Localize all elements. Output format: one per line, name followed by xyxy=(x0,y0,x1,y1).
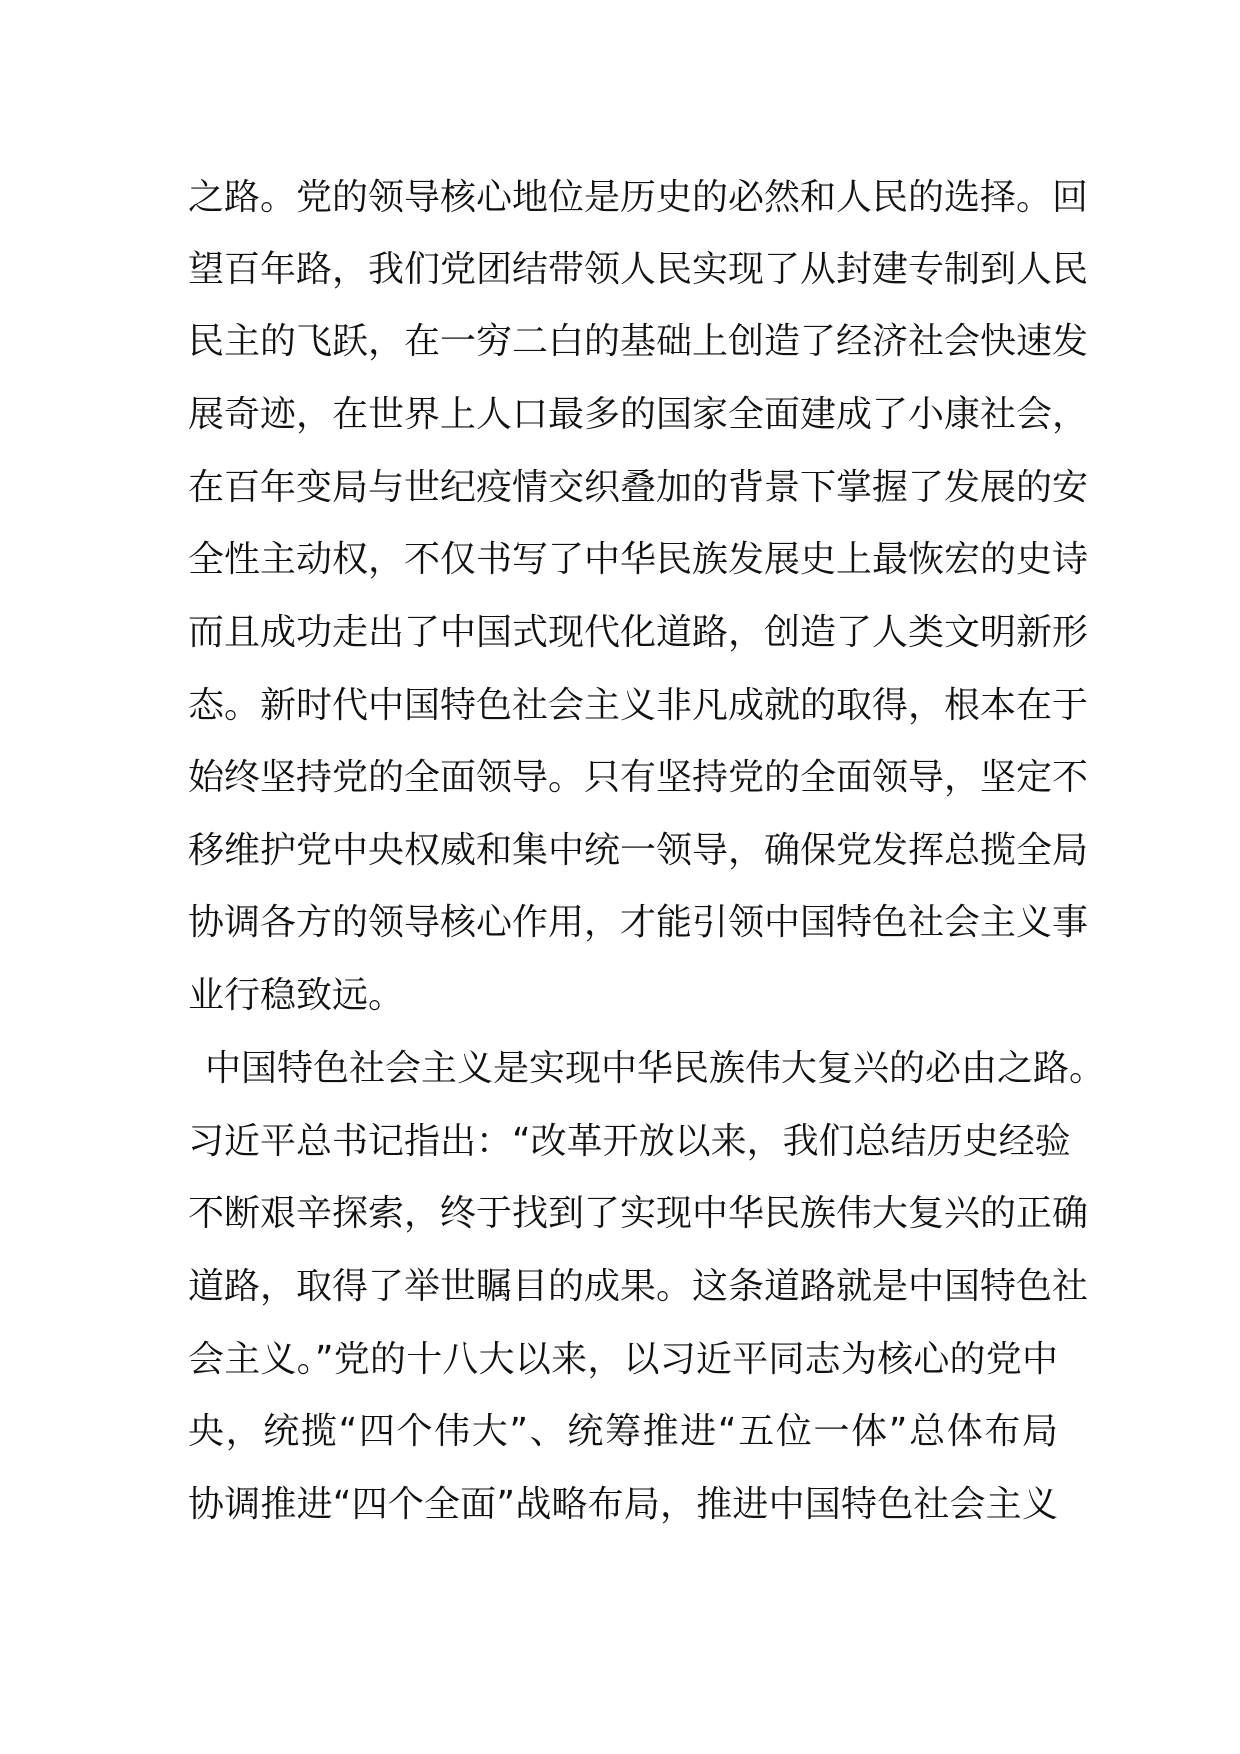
text-line: 民主的飞跃，在一穷二白的基础上创造了经济社会快速发 xyxy=(188,321,1089,362)
text-line: 会主义。”党的十八大以来，以习近平同志为核心的党中 xyxy=(188,1339,1058,1380)
text-line: 协调推进“四个全面”战略布局，推进中国特色社会主义 xyxy=(188,1484,1058,1525)
text-line: 望百年路，我们党团结带领人民实现了从封建专制到人民 xyxy=(188,249,1089,290)
text-line: 移维护党中央权威和集中统一领导，确保党发挥总揽全局 xyxy=(188,830,1089,871)
text-line: 央，统揽“四个伟大”、统筹推进“五位一体”总体布局 xyxy=(188,1411,1058,1452)
text-line: 态。新时代中国特色社会主义非凡成就的取得，根本在于 xyxy=(188,685,1089,726)
text-line: 而且成功走出了中国式现代化道路，创造了人类文明新形 xyxy=(188,612,1089,653)
text-line: 中国特色社会主义是实现中华民族伟大复兴的必由之路。 xyxy=(205,1048,1106,1089)
text-line: 展奇迹，在世界上人口最多的国家全面建成了小康社会， xyxy=(188,394,1089,435)
text-line: 不断艰辛探索，终于找到了实现中华民族伟大复兴的正确 xyxy=(188,1193,1089,1234)
text-line: 在百年变局与世纪疫情交织叠加的背景下掌握了发展的安 xyxy=(188,467,1089,508)
text-line: 协调各方的领导核心作用，才能引领中国特色社会主义事 xyxy=(188,902,1089,943)
text-line: 业行稳致远。 xyxy=(188,975,405,1016)
text-line: 道路，取得了举世瞩目的成果。这条道路就是中国特色社 xyxy=(188,1266,1089,1307)
text-line: 之路。党的领导核心地位是历史的必然和人民的选择。回 xyxy=(188,177,1089,218)
text-line: 全性主动权，不仅书写了中华民族发展史上最恢宏的史诗 xyxy=(188,539,1089,580)
text-line: 始终坚持党的全面领导。只有坚持党的全面领导，坚定不 xyxy=(188,757,1089,798)
text-line: 习近平总书记指出：“改革开放以来，我们总结历史经验 xyxy=(188,1121,1071,1162)
